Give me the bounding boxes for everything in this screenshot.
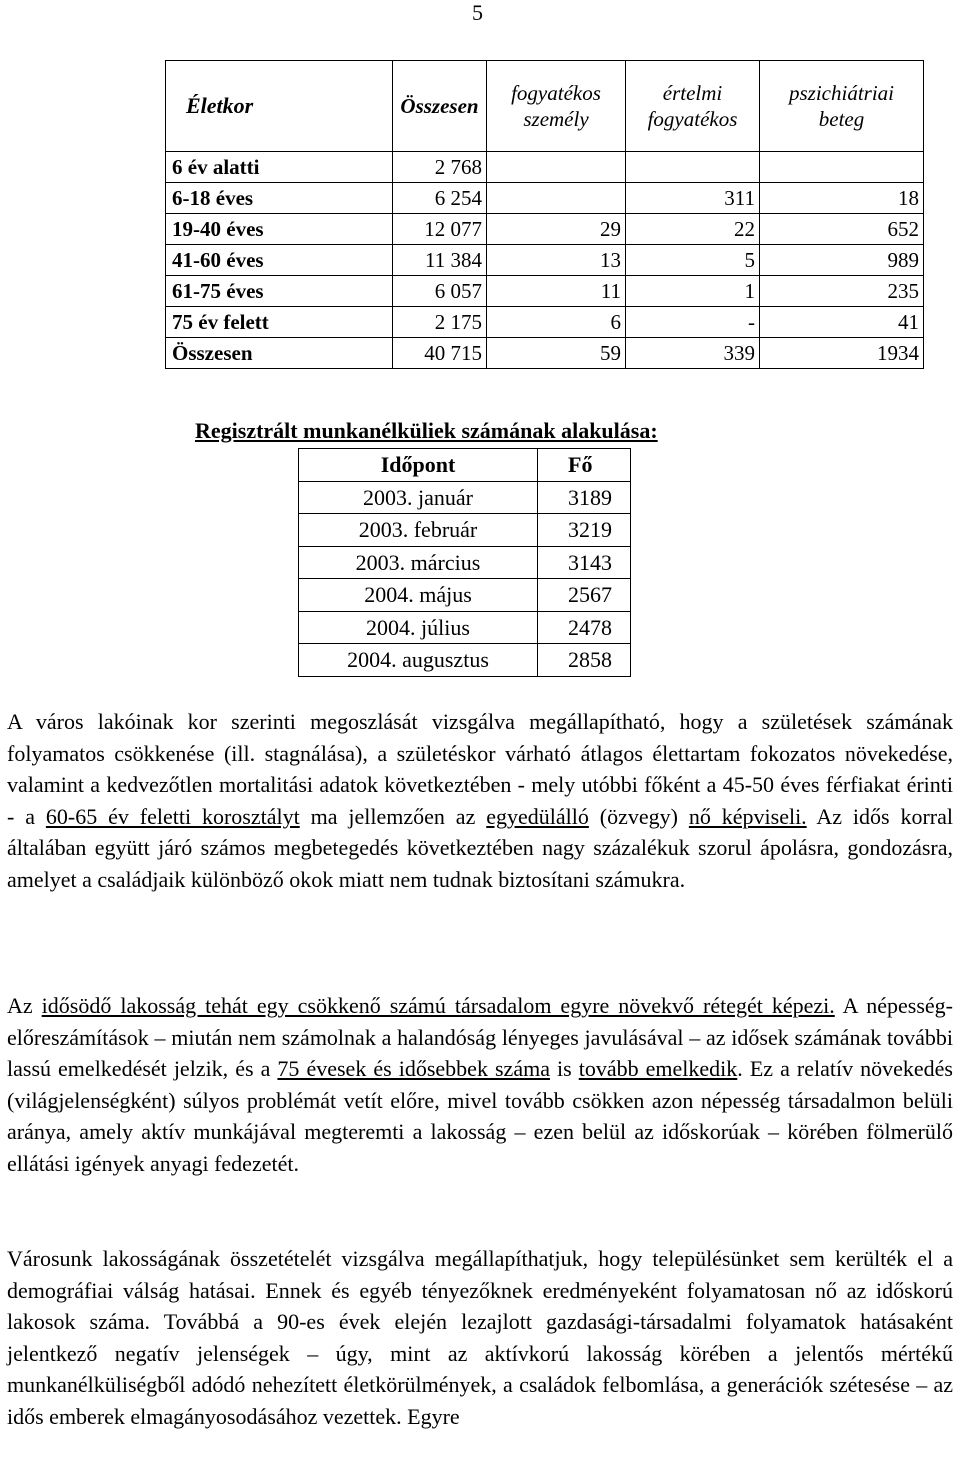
table-row: [166, 276, 924, 307]
cell-intellectual: 5: [626, 245, 760, 276]
table-row: [299, 579, 631, 612]
row-label: 41-60 éves: [166, 245, 393, 276]
table-total-row: [166, 338, 924, 369]
cell-date: 2003. március: [299, 546, 538, 579]
header-intellectual: értelmi fogyatékos: [626, 61, 760, 152]
cell-total: 11 384: [393, 245, 487, 276]
cell-psychiatric: 41: [760, 307, 924, 338]
cell-disabled: 29: [487, 214, 626, 245]
table-row: [166, 183, 924, 214]
cell-intellectual: 1: [626, 276, 760, 307]
cell-count: 3219: [538, 514, 631, 547]
cell-intellectual: [626, 152, 760, 183]
cell-intellectual: 311: [626, 183, 760, 214]
row-label: 75 év felett: [166, 307, 393, 338]
header-disabled: fogyatékos személy: [487, 61, 626, 152]
header-psychiatric: pszichiátriai beteg: [760, 61, 924, 152]
cell-disabled: 11: [487, 276, 626, 307]
cell-count: 2858: [538, 644, 631, 677]
cell-intellectual: -: [626, 307, 760, 338]
paragraph-demographic-crisis: Városunk lakosságának összetételét vizsgálva megállapíthatjuk, hogy településünket sem kerülték el a demográfiai válság hatásai. Ennek és egyéb tényezőknek eredményeként folyamatosan nő az időskorú lakosok száma. Továbbá a 90-es évek elején lezajlott gazdasági-társadalmi folyamatok hatásaként jelentkező negatív jelenségek – úgy, mint az aktívkorú lakosság körében a jelentős mértékű munkanélküliségből adódó nehezített életkörülmények, a családok felbomlása, a generációk szétesése – az idős emberek elmagányosodásához vezettek. Egyre: [7, 1246, 953, 1429]
unemployment-table: [298, 448, 631, 677]
cell-date: 2004. május: [299, 579, 538, 612]
cell-count: 2567: [538, 579, 631, 612]
cell-psychiatric: 235: [760, 276, 924, 307]
cell-disabled: [487, 183, 626, 214]
header-count: Fő: [538, 449, 631, 482]
cell-count: 3143: [538, 546, 631, 579]
header-total: Összesen: [393, 61, 487, 152]
header-date: Időpont: [299, 449, 538, 482]
cell-total: 6 254: [393, 183, 487, 214]
cell-total: 2 175: [393, 307, 487, 338]
cell-date: 2003. február: [299, 514, 538, 547]
table-row: [166, 307, 924, 338]
cell-psychiatric: 18: [760, 183, 924, 214]
cell-date: 2003. január: [299, 481, 538, 514]
paragraph-age-distribution: A város lakóinak kor szerinti megoszlását vizsgálva megállapítható, hogy a születések számának folyamatos csökkenése (ill. stagnálása), a születéskor várható átlagos élettartam fokozatos növekedése, valamint a kedvezőtlen mortalitási adatok következtében - mely utóbbi főként a 45-50 éves férfiakat érinti - a 60-65 év feletti korosztályt ma jellemzően az egyedülálló (özvegy) nő képviseli. Az idős korral általában együtt járó számos megbetegedés következtében nagy százalékuk szorul ápolásra, gondozásra, amelyet a családjaik különböző okok miatt nem tudnak biztosítani számukra.: [7, 709, 954, 892]
cell-disabled: 59: [487, 338, 626, 369]
page-number: 5: [472, 0, 483, 25]
table-row: [166, 152, 924, 183]
cell-disabled: 13: [487, 245, 626, 276]
cell-disabled: [487, 152, 626, 183]
cell-count: 2478: [538, 611, 631, 644]
table-row: [299, 546, 631, 579]
cell-date: 2004. augusztus: [299, 644, 538, 677]
row-label: 61-75 éves: [166, 276, 393, 307]
row-label: 19-40 éves: [166, 214, 393, 245]
table-row: [299, 481, 631, 514]
table-row: [299, 514, 631, 547]
cell-intellectual: 22: [626, 214, 760, 245]
cell-psychiatric: 989: [760, 245, 924, 276]
cell-psychiatric: [760, 152, 924, 183]
unemployment-title: Regisztrált munkanélküliek számának alakulása:: [195, 418, 658, 443]
cell-psychiatric: 652: [760, 214, 924, 245]
table-row: [299, 644, 631, 677]
cell-intellectual: 339: [626, 338, 760, 369]
row-label: 6 év alatti: [166, 152, 393, 183]
table-header-row: [166, 61, 924, 152]
table-row: [166, 214, 924, 245]
cell-psychiatric: 1934: [760, 338, 924, 369]
cell-date: 2004. július: [299, 611, 538, 644]
age-distribution-table: [165, 60, 924, 369]
row-label: 6-18 éves: [166, 183, 393, 214]
header-age: Életkor: [166, 61, 393, 152]
cell-total: 12 077: [393, 214, 487, 245]
table-row: [299, 611, 631, 644]
cell-count: 3189: [538, 481, 631, 514]
cell-total: 40 715: [393, 338, 487, 369]
cell-total: 6 057: [393, 276, 487, 307]
paragraph-aging-population: Az idősödő lakosság tehát egy csökkenő számú társadalom egyre növekvő rétegét képezi. A népesség-előreszámítások – miután nem számolnak a halandóság lényeges javulásával – az idősek számának további lassú emelkedését jelzik, és a 75 évesek és idősebbek száma is tovább emelkedik. Ez a relatív növekedés (világjelenségként) súlyos problémát vetít előre, mivel tovább csökken azon népesség társadalmon belüli aránya, amely aktív munkájával megteremti a lakosság – ezen belül az időskorúak – körében fölmerülő ellátási igények anyagi fedezetét.: [7, 993, 953, 1176]
table-header-row: [299, 449, 631, 482]
cell-total: 2 768: [393, 152, 487, 183]
table-row: [166, 245, 924, 276]
row-label: Összesen: [166, 338, 393, 369]
cell-disabled: 6: [487, 307, 626, 338]
